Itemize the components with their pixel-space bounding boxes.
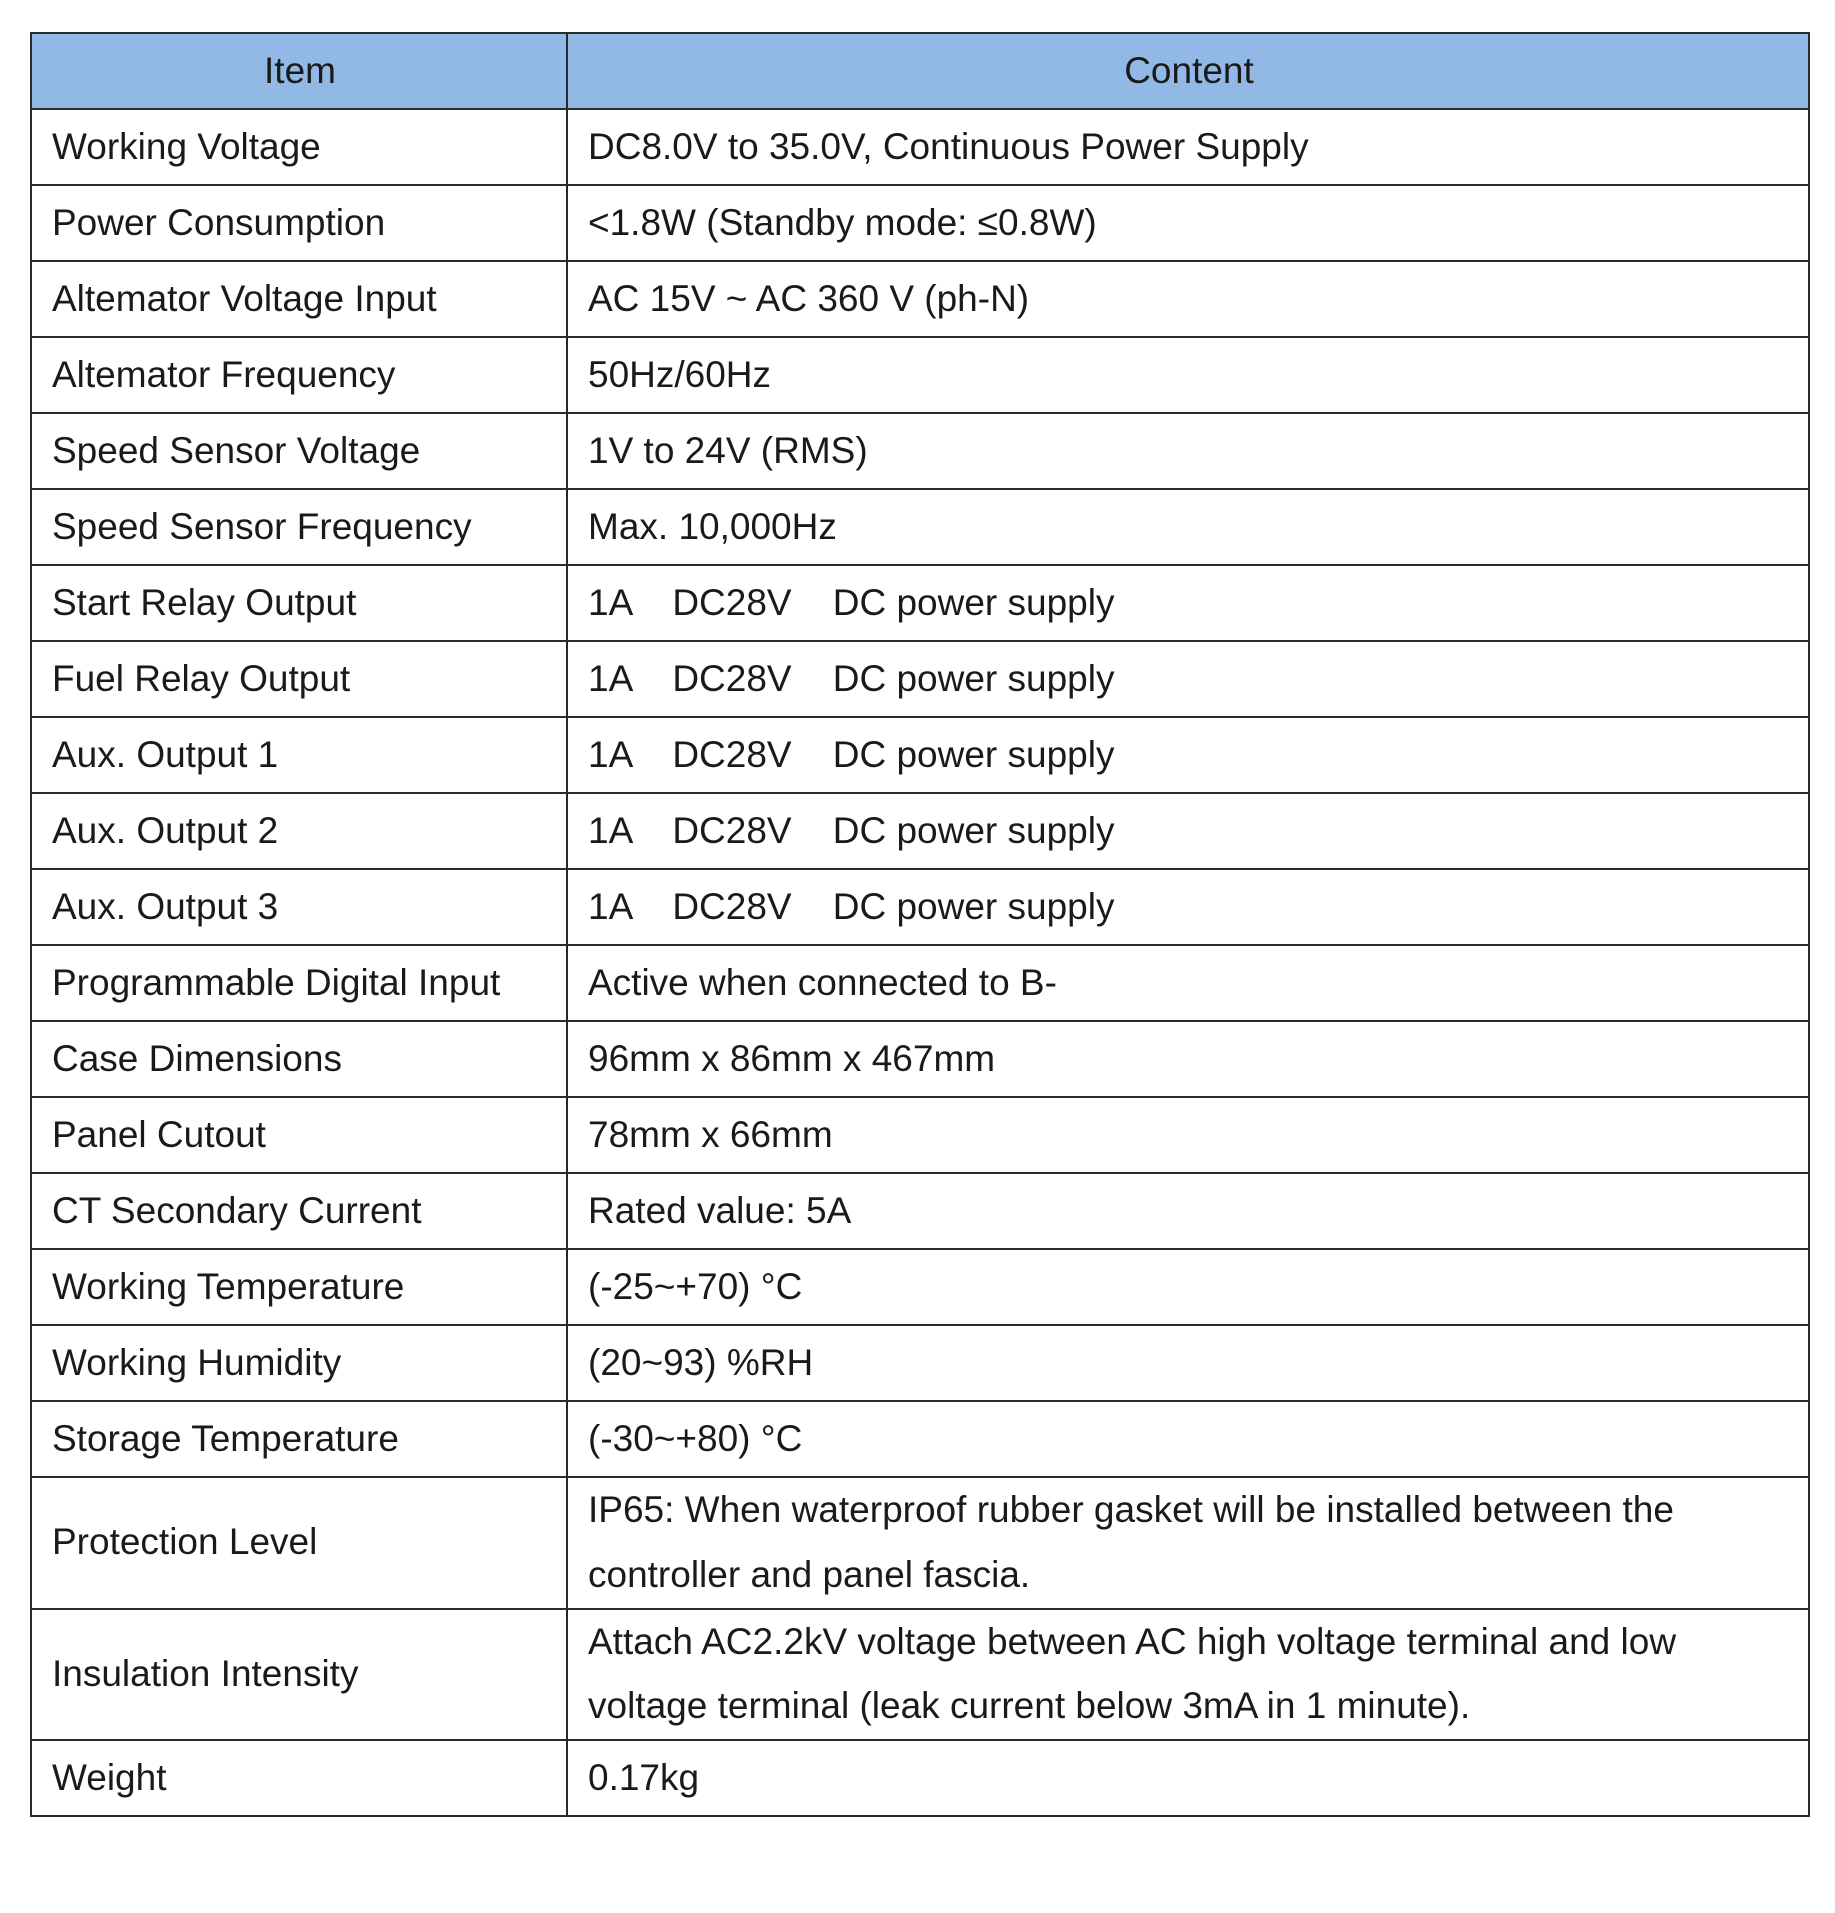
row-item: Working Temperature (31, 1249, 567, 1325)
row-item: Insulation Intensity (31, 1609, 567, 1741)
table-row (31, 641, 1809, 717)
row-item: Start Relay Output (31, 565, 567, 641)
table-row (31, 1401, 1809, 1477)
row-item: Speed Sensor Frequency (31, 489, 567, 565)
table-row (31, 337, 1809, 413)
row-item: Aux. Output 3 (31, 869, 567, 945)
row-item: Case Dimensions (31, 1021, 567, 1097)
row-content: 1A DC28V DC power supply (567, 641, 1809, 717)
row-item: Aux. Output 1 (31, 717, 567, 793)
table-row (31, 1249, 1809, 1325)
row-content: (-25~+70) °C (567, 1249, 1809, 1325)
table-row (31, 945, 1809, 1021)
row-item: Aux. Output 2 (31, 793, 567, 869)
table-row (31, 565, 1809, 641)
row-item: Altemator Frequency (31, 337, 567, 413)
row-content: 78mm x 66mm (567, 1097, 1809, 1173)
row-content: 1A DC28V DC power supply (567, 717, 1809, 793)
row-item: Working Voltage (31, 109, 567, 185)
row-content: (20~93) %RH (567, 1325, 1809, 1401)
table-row (31, 869, 1809, 945)
table-row (31, 717, 1809, 793)
row-content: 1A DC28V DC power supply (567, 793, 1809, 869)
table-row (31, 1740, 1809, 1816)
table-header-row (31, 33, 1809, 109)
row-content: IP65: When waterproof rubber gasket will be installed between the controller and panel fascia. (567, 1477, 1809, 1609)
table-row (31, 109, 1809, 185)
row-item: Storage Temperature (31, 1401, 567, 1477)
table-row (31, 489, 1809, 565)
row-content: Rated value: 5A (567, 1173, 1809, 1249)
header-content: Content (567, 33, 1809, 109)
row-content: <1.8W (Standby mode: ≤0.8W) (567, 185, 1809, 261)
row-content: AC 15V ~ AC 360 V (ph-N) (567, 261, 1809, 337)
row-item: Programmable Digital Input (31, 945, 567, 1021)
row-item: Altemator Voltage Input (31, 261, 567, 337)
table-row (31, 413, 1809, 489)
row-content: Attach AC2.2kV voltage between AC high voltage terminal and low voltage terminal (leak current below 3mA in 1 minute). (567, 1609, 1809, 1741)
spec-table-container (30, 32, 1808, 1817)
row-content: Active when connected to B- (567, 945, 1809, 1021)
row-item: Weight (31, 1740, 567, 1816)
row-item: Fuel Relay Output (31, 641, 567, 717)
row-item: Panel Cutout (31, 1097, 567, 1173)
row-content: Max. 10,000Hz (567, 489, 1809, 565)
row-content: 0.17kg (567, 1740, 1809, 1816)
row-content: 1A DC28V DC power supply (567, 565, 1809, 641)
table-row (31, 261, 1809, 337)
table-row (31, 1097, 1809, 1173)
row-item: Power Consumption (31, 185, 567, 261)
table-row (31, 1477, 1809, 1609)
row-content: 50Hz/60Hz (567, 337, 1809, 413)
header-item: Item (31, 33, 567, 109)
table-row (31, 1173, 1809, 1249)
table-row (31, 793, 1809, 869)
spec-table (30, 32, 1810, 1817)
row-item: CT Secondary Current (31, 1173, 567, 1249)
table-row (31, 1609, 1809, 1741)
table-row (31, 1325, 1809, 1401)
table-row (31, 1021, 1809, 1097)
row-content: 1A DC28V DC power supply (567, 869, 1809, 945)
row-item: Protection Level (31, 1477, 567, 1609)
row-content: 1V to 24V (RMS) (567, 413, 1809, 489)
row-content: DC8.0V to 35.0V, Continuous Power Supply (567, 109, 1809, 185)
row-item: Speed Sensor Voltage (31, 413, 567, 489)
table-row (31, 185, 1809, 261)
row-content: 96mm x 86mm x 467mm (567, 1021, 1809, 1097)
row-item: Working Humidity (31, 1325, 567, 1401)
row-content: (-30~+80) °C (567, 1401, 1809, 1477)
